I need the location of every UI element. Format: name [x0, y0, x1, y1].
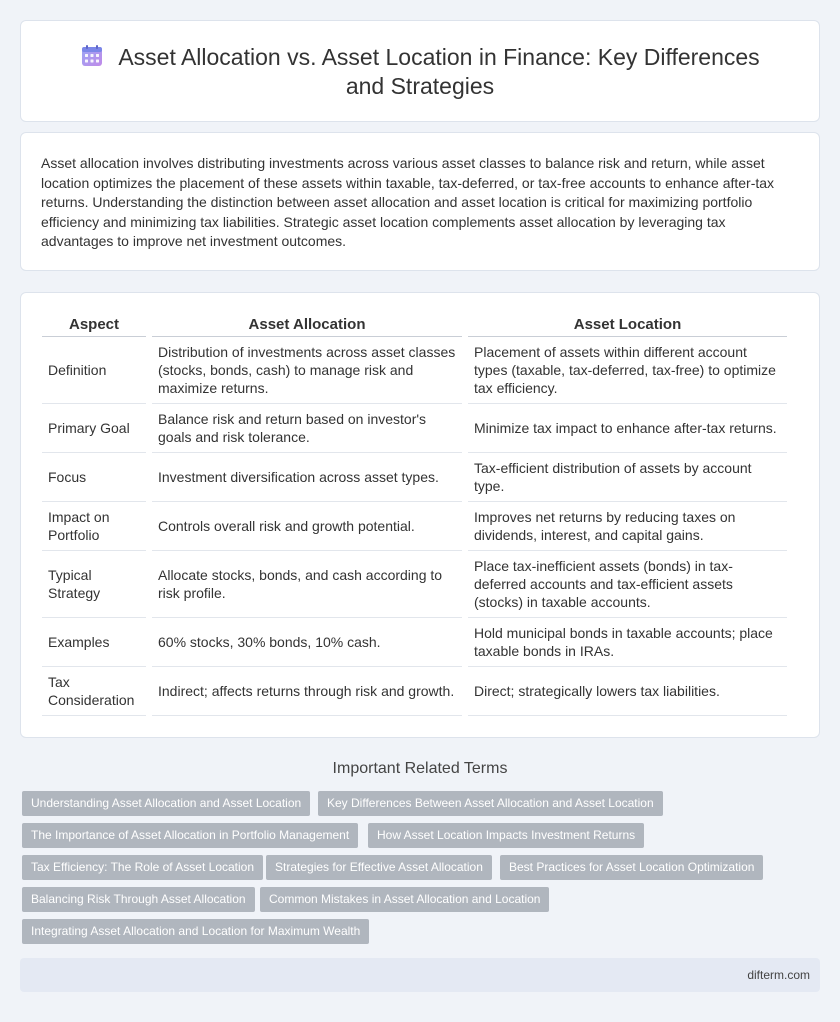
page-title	[61, 43, 779, 101]
table-row	[42, 404, 787, 453]
row-location: Placement of assets within different account types (taxable, tax-deferred, tax-free) to optimize tax efficiency.	[468, 337, 787, 404]
row-aspect: Definition	[42, 337, 146, 404]
related-term-tag[interactable]: Strategies for Effective Asset Allocation	[266, 855, 492, 880]
calendar-grid-icon	[80, 44, 104, 68]
row-allocation: Indirect; affects returns through risk and growth.	[152, 667, 462, 716]
intro-paragraph: Asset allocation involves distributing investments across various asset classes to balance risk and return, while asset location optimizes the placement of these assets within taxable, tax-deferred, or tax-free accounts to enhance after-tax returns. Understanding the distinction between asset allocation and asset location is critical for maximizing portfolio efficiency and minimizing tax liabilities. Strategic asset location complements asset allocation by leveraging tax advantages to improve net investment outcomes.	[41, 155, 775, 250]
footer	[20, 958, 820, 992]
row-aspect: Tax Consideration	[42, 667, 146, 716]
row-allocation: Distribution of investments across asset classes (stocks, bonds, cash) to manage risk and maximize returns.	[152, 337, 462, 404]
row-location: Direct; strategically lowers tax liabilities.	[468, 667, 787, 716]
table-row	[42, 551, 787, 618]
related-term-tag[interactable]: Balancing Risk Through Asset Allocation	[22, 887, 255, 912]
intro-card	[20, 132, 820, 271]
row-aspect: Examples	[42, 618, 146, 667]
row-aspect: Focus	[42, 453, 146, 502]
related-term-tag[interactable]: Tax Efficiency: The Role of Asset Location	[22, 855, 263, 880]
row-allocation: 60% stocks, 30% bonds, 10% cash.	[152, 618, 462, 667]
footer-site-link[interactable]: difterm.com	[747, 968, 810, 982]
row-location: Improves net returns by reducing taxes on dividends, interest, and capital gains.	[468, 502, 787, 551]
row-location: Hold municipal bonds in taxable accounts; place taxable bonds in IRAs.	[468, 618, 787, 667]
header-aspect: Aspect	[42, 313, 146, 337]
header-card	[20, 20, 820, 122]
related-terms-title: Important Related Terms	[332, 760, 508, 777]
table-row	[42, 453, 787, 502]
related-term-tag[interactable]: Integrating Asset Allocation and Location for Maximum Wealth	[22, 919, 369, 944]
comparison-table	[36, 313, 793, 716]
header-asset-location: Asset Location	[468, 313, 787, 337]
related-term-tag[interactable]: Best Practices for Asset Location Optimization	[500, 855, 763, 880]
related-term-tag[interactable]: Common Mistakes in Asset Allocation and Location	[260, 887, 549, 912]
row-location: Place tax-inefficient assets (bonds) in tax-deferred accounts and tax-efficient assets (stocks) in taxable accounts.	[468, 551, 787, 618]
row-allocation: Controls overall risk and growth potential.	[152, 502, 462, 551]
related-term-tag[interactable]: How Asset Location Impacts Investment Returns	[368, 823, 644, 848]
table-row	[42, 618, 787, 667]
row-aspect: Primary Goal	[42, 404, 146, 453]
row-aspect: Impact on Portfolio	[42, 502, 146, 551]
table-row	[42, 667, 787, 716]
row-allocation: Balance risk and return based on investor's goals and risk tolerance.	[152, 404, 462, 453]
page-title-text: Asset Allocation vs. Asset Location in Finance: Key Differences and Strategies	[118, 44, 760, 99]
table-row	[42, 502, 787, 551]
related-term-tag[interactable]: The Importance of Asset Allocation in Portfolio Management	[22, 823, 358, 848]
row-allocation: Investment diversification across asset types.	[152, 453, 462, 502]
comparison-table-card	[20, 292, 820, 738]
related-term-tag[interactable]: Key Differences Between Asset Allocation and Asset Location	[318, 791, 663, 816]
table-header-row	[42, 313, 787, 337]
table-row	[42, 337, 787, 404]
row-aspect: Typical Strategy	[42, 551, 146, 618]
row-location: Tax-efficient distribution of assets by account type.	[468, 453, 787, 502]
related-term-tag[interactable]: Understanding Asset Allocation and Asset Location	[22, 791, 310, 816]
row-allocation: Allocate stocks, bonds, and cash according to risk profile.	[152, 551, 462, 618]
row-location: Minimize tax impact to enhance after-tax returns.	[468, 404, 787, 453]
header-asset-allocation: Asset Allocation	[152, 313, 462, 337]
